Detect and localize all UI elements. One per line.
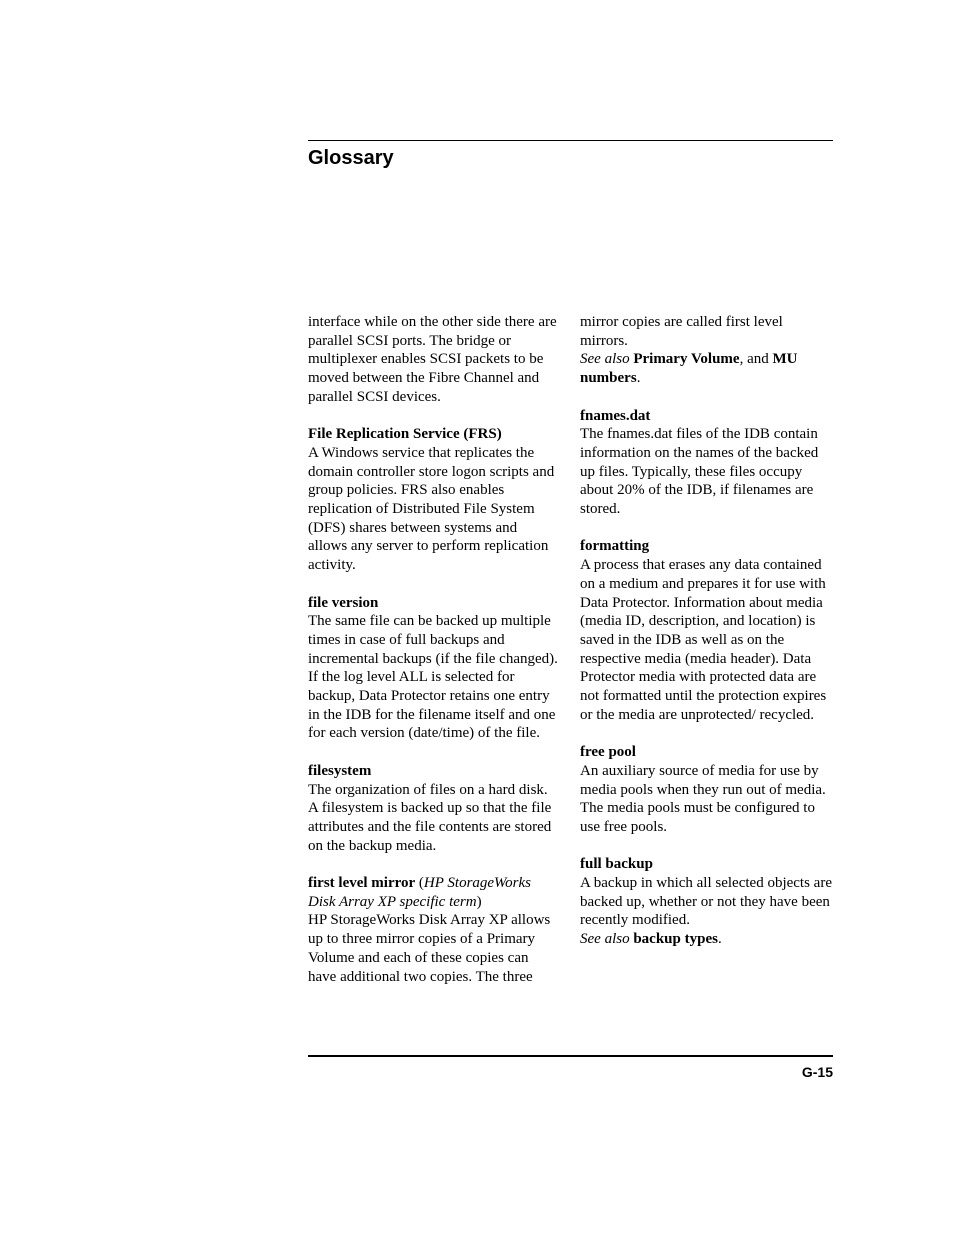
see-also-link-mu-numbers[interactable]: MU numbers	[580, 351, 798, 387]
see-also-end: .	[717, 931, 722, 948]
glossary-column-right	[580, 313, 832, 968]
entry-definition: A process that erases any data contained on a medium and prepares it for use with Data Protector. Information about media (media ID, description, and location) is saved in the IDB as well as on the respective media (media header). Data Protector media with protected data are not formatted until the protection expires or the media are unprotected/ recycled.	[580, 557, 827, 723]
glossary-entry-file-version	[308, 594, 560, 744]
entry-see-also	[580, 350, 832, 387]
entry-definition: A Windows service that replicates the domain controller store logon scripts and group policies. FRS also enables replication of Distributed File System (DFS) shares between systems and allows any server to perform replication activity.	[308, 444, 555, 574]
entry-definition: HP StorageWorks Disk Array XP allows up to three mirror copies of a Primary Volume and each of these copies can have additional two copies. The three	[308, 912, 551, 985]
see-also-separator: , and	[739, 351, 773, 368]
entry-definition: The fnames.dat files of the IDB contain information on the names of the backed up files. Typically, these files occupy about 20% of the IDB, if filenames are stored.	[580, 426, 819, 518]
see-also-link-primary-volume[interactable]: Primary Volume	[633, 351, 740, 368]
see-also-label: See also	[580, 931, 630, 948]
glossary-column-left	[308, 313, 560, 1005]
entry-term: formatting	[580, 538, 650, 555]
glossary-entry-fnames-dat	[580, 407, 832, 519]
entry-term: File Replication Service (FRS)	[308, 426, 502, 443]
glossary-entry-full-backup	[580, 855, 832, 949]
qualifier-open: (	[415, 875, 424, 892]
glossary-entry-continuation	[580, 313, 832, 388]
entry-definition: A backup in which all selected objects are backed up, whether or not they have been recently modified.	[580, 875, 832, 929]
entry-qualifier: HP StorageWorks Disk Array XP specific term	[308, 875, 532, 910]
see-also-label: See also	[580, 351, 630, 368]
glossary-entry-filesystem	[308, 762, 560, 856]
footer-rule	[308, 1055, 833, 1057]
entry-term: first level mirror	[308, 875, 416, 892]
entry-definition: The organization of files on a hard disk. A filesystem is backed up so that the file attributes and the file contents are stored on the backup media.	[308, 781, 552, 854]
glossary-entry-free-pool	[580, 743, 832, 837]
entry-term: fnames.dat	[580, 407, 651, 424]
entry-definition: mirror copies are called first level mirrors.	[580, 314, 783, 349]
glossary-entry-formatting	[580, 537, 832, 724]
entry-definition: An auxiliary source of media for use by media pools when they run out of media. The media pools must be configured to use free pools.	[580, 762, 826, 835]
entry-definition: The same file can be backed up multiple times in case of full backups and incremental backups (if the file changed). If the log level ALL is selected for backup, Data Protector retains one entry in the IDB for the filename itself and one for each version (date/time) of the file.	[308, 613, 558, 742]
entry-term: free pool	[580, 744, 636, 761]
header-rule	[308, 140, 833, 141]
entry-term: file version	[308, 594, 379, 611]
entry-term: filesystem	[308, 762, 372, 779]
entry-see-also	[580, 930, 832, 949]
glossary-entry-first-level-mirror	[308, 874, 560, 986]
glossary-entry-frs	[308, 425, 560, 575]
entry-definition: interface while on the other side there are parallel SCSI ports. The bridge or multiplexer enables SCSI packets to be moved between the Fibre Channel and parallel SCSI devices.	[308, 314, 557, 405]
see-also-link-backup-types[interactable]: backup types	[633, 931, 718, 948]
page-number: G-15	[801, 1064, 833, 1080]
page-title: Glossary	[308, 147, 394, 169]
entry-term: full backup	[580, 856, 653, 873]
see-also-end: .	[636, 370, 641, 387]
glossary-entry-continuation	[308, 313, 560, 407]
qualifier-close: )	[476, 893, 482, 910]
